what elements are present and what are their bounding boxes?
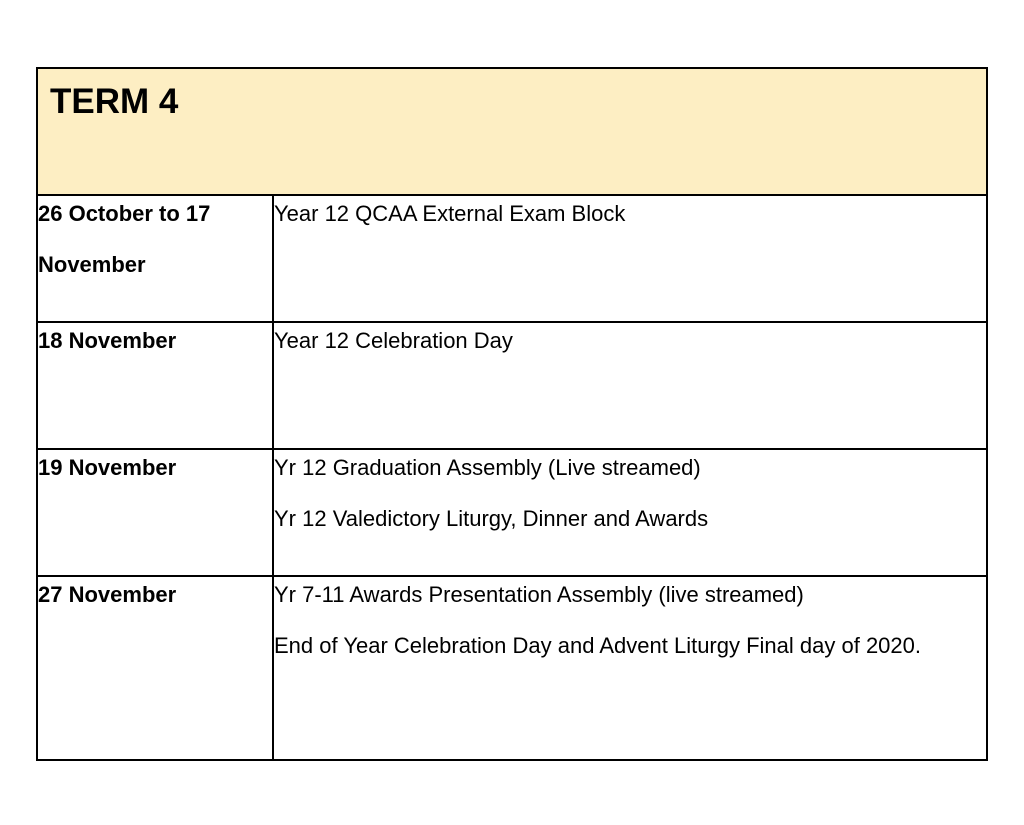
event-cell [273,449,987,576]
date-text: 18 November [38,328,177,353]
event-cell [273,195,987,322]
header-cell [37,68,987,195]
table-row [37,576,987,760]
term-schedule-table [36,67,988,761]
table-row [37,195,987,322]
date-text: 27 November [38,582,177,607]
event-text: Year 12 Celebration Day [274,328,513,353]
date-cell [37,576,273,760]
table-row [37,449,987,576]
event-text: End of Year Celebration Day and Advent Liturgy Final day of 2020. [274,633,921,658]
event-text: Year 12 QCAA External Exam Block [274,201,626,226]
date-text: 26 October to 17 November [38,201,211,277]
event-text: Yr 12 Graduation Assembly (Live streamed) [274,455,701,480]
date-cell [37,195,273,322]
date-text: 19 November [38,455,177,480]
event-cell [273,576,987,760]
table-row [37,322,987,449]
event-text: Yr 12 Valedictory Liturgy, Dinner and Awards [274,506,709,531]
event-cell [273,322,987,449]
term-title: TERM 4 [50,82,179,121]
event-text: Yr 7-11 Awards Presentation Assembly (live streamed) [274,582,804,607]
date-cell [37,449,273,576]
date-cell [37,322,273,449]
header-row [37,68,987,195]
